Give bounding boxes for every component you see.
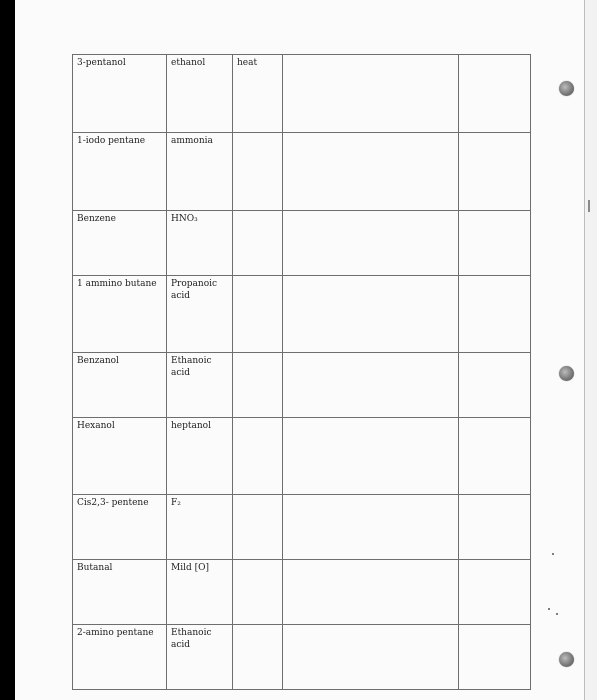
blank-cell xyxy=(459,276,531,353)
reactant-1-cell: 1-iodo pentane xyxy=(73,133,167,211)
reactant-2-cell: Propanoic acid xyxy=(167,276,233,353)
condition-cell xyxy=(233,211,283,276)
speck xyxy=(556,613,558,615)
blank-cell xyxy=(459,211,531,276)
blank-cell xyxy=(459,353,531,418)
blank-cell xyxy=(283,625,459,690)
reactant-2-cell: HNO₃ xyxy=(167,211,233,276)
blank-cell xyxy=(283,211,459,276)
reactant-2-cell: Ethanoic acid xyxy=(167,625,233,690)
reactant-1-cell: Butanal xyxy=(73,560,167,625)
blank-cell xyxy=(459,495,531,560)
reactant-2-cell: ethanol xyxy=(167,55,233,133)
reactant-1-cell: Benzanol xyxy=(73,353,167,418)
reactant-1-cell: Hexanol xyxy=(73,418,167,495)
reactant-2-cell: Mild [O] xyxy=(167,560,233,625)
condition-cell xyxy=(233,495,283,560)
speck xyxy=(548,608,550,610)
blank-cell xyxy=(283,495,459,560)
blank-cell xyxy=(283,55,459,133)
reactant-2-cell: heptanol xyxy=(167,418,233,495)
binder-hole-icon xyxy=(559,366,574,381)
reactant-1-cell: Benzene xyxy=(73,211,167,276)
table-row xyxy=(73,55,531,133)
condition-cell xyxy=(233,560,283,625)
page-edge xyxy=(584,0,597,700)
blank-cell xyxy=(283,353,459,418)
blank-cell xyxy=(283,133,459,211)
condition-cell xyxy=(233,133,283,211)
edge-mark xyxy=(588,200,590,212)
blank-cell xyxy=(459,418,531,495)
reactant-1-cell: Cis2,3- pentene xyxy=(73,495,167,560)
table-row xyxy=(73,560,531,625)
table-row xyxy=(73,418,531,495)
binder-hole-icon xyxy=(559,652,574,667)
table-row xyxy=(73,495,531,560)
blank-cell xyxy=(459,625,531,690)
reactant-1-cell: 2-amino pentane xyxy=(73,625,167,690)
binder-hole-icon xyxy=(559,81,574,96)
reactant-1-cell: 1 ammino butane xyxy=(73,276,167,353)
speck xyxy=(552,553,554,555)
blank-cell xyxy=(459,133,531,211)
table-row xyxy=(73,625,531,690)
reactant-2-cell: Ethanoic acid xyxy=(167,353,233,418)
blank-cell xyxy=(459,55,531,133)
condition-cell: heat xyxy=(233,55,283,133)
table-row xyxy=(73,353,531,418)
blank-cell xyxy=(459,560,531,625)
blank-cell xyxy=(283,560,459,625)
reactant-1-cell: 3-pentanol xyxy=(73,55,167,133)
table-row xyxy=(73,133,531,211)
condition-cell xyxy=(233,418,283,495)
condition-cell xyxy=(233,276,283,353)
table-row xyxy=(73,276,531,353)
table-row xyxy=(73,211,531,276)
reactant-2-cell: ammonia xyxy=(167,133,233,211)
reaction-table xyxy=(72,54,531,690)
condition-cell xyxy=(233,625,283,690)
blank-cell xyxy=(283,276,459,353)
reactant-2-cell: F₂ xyxy=(167,495,233,560)
blank-cell xyxy=(283,418,459,495)
condition-cell xyxy=(233,353,283,418)
